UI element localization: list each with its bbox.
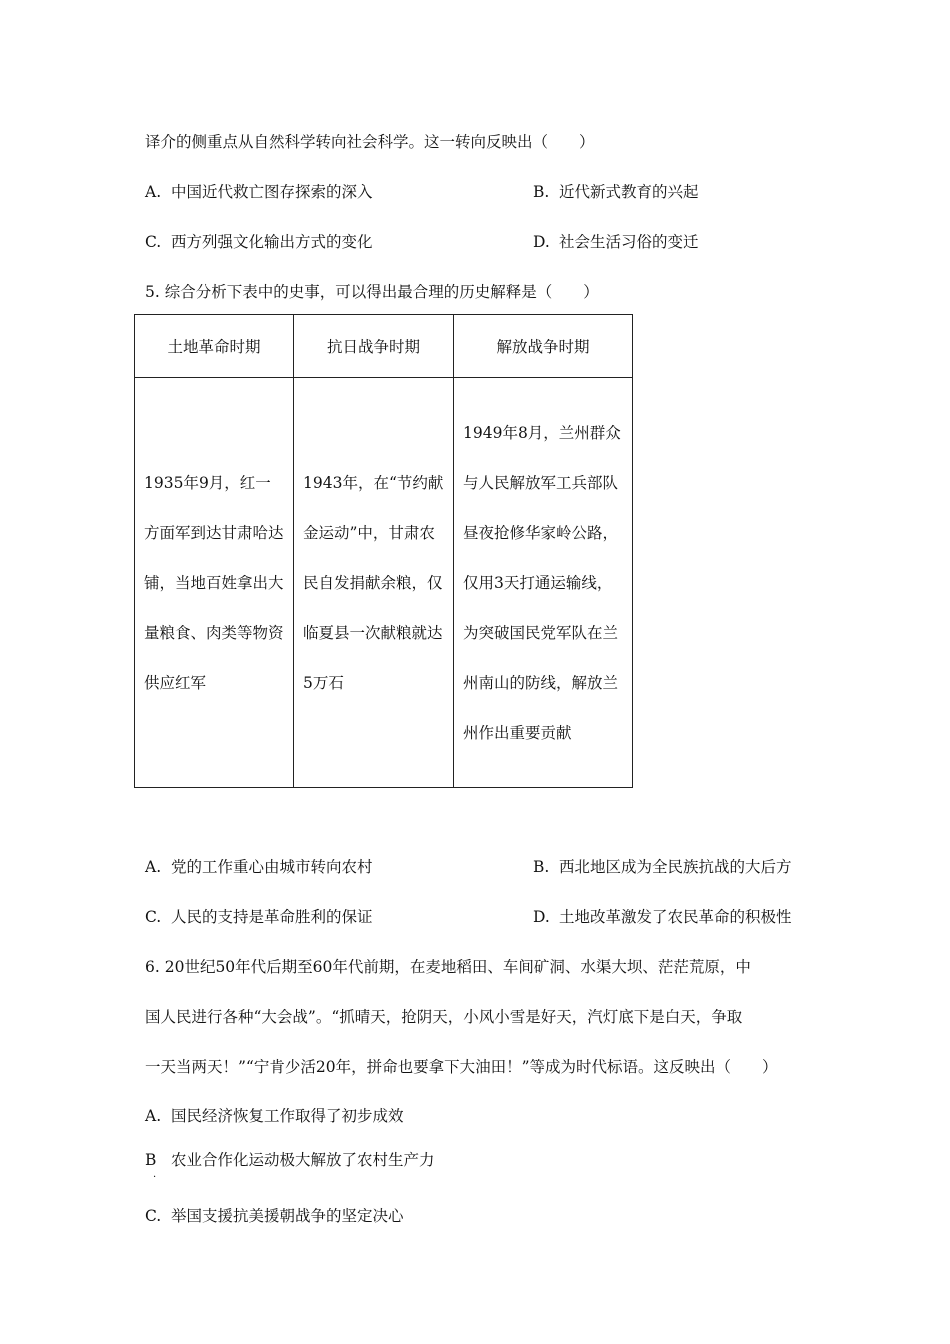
option-text: 土地改革激发了农民革命的积极性 [559,908,792,926]
option-label: C. [145,233,162,251]
q5-option-b [533,855,792,877]
q4-option-c [145,230,373,252]
option-text: 举国支援抗美援朝战争的坚定决心 [171,1207,404,1225]
q5-option-d [533,905,792,927]
table-cell-text: 1935年9月，红一方面军到达甘肃哈达铺，当地百姓拿出大量粮食、肉类等物资供应红军 [144,473,284,692]
q6-option-c [145,1204,404,1226]
option-label: C. [145,908,162,926]
table-header-row [135,315,633,378]
q6-stem-line: 国人民进行各种“大会战”。“抓晴天，抢阴天，小风小雪是好天，汽灯底下是白天，争取 [145,1008,743,1026]
option-label: B. [533,183,550,201]
option-text: 人民的支持是革命胜利的保证 [171,908,373,926]
table-header-cell: 抗日战争时期 [294,315,454,378]
table-row [135,378,633,788]
option-label: A. [145,183,162,201]
q5-stem: 5. 综合分析下表中的史事，可以得出最合理的历史解释是（ ） [145,283,599,301]
q5-option-c [145,905,373,927]
table-cell-text: 1949年8月，兰州群众与人民解放军工兵部队昼夜抢修华家岭公路，仅用3天打通运输线，为突破国民党军队在兰州南山的防线，解放兰州作出重要贡献 [463,423,621,742]
q5-option-a [145,855,373,877]
table-cell [294,378,454,788]
table-header-cell: 土地革命时期 [135,315,294,378]
option-label: D. [533,908,550,926]
option-text: 农业合作化运动极大解放了农村生产力 [171,1151,435,1169]
q4-option-b [533,180,699,202]
q4-option-a [145,180,373,202]
option-label: B. [533,858,550,876]
history-table [134,314,633,788]
option-text: 近代新式教育的兴起 [559,183,699,201]
q6-stem-line: 6. 20世纪50年代后期至60年代前期，在麦地稻田、车间矿洞、水渠大坝、茫茫荒原，中 [145,958,751,976]
option-text: 党的工作重心由城市转向农村 [171,858,373,876]
option-label: D. [533,233,550,251]
table-header-cell: 解放战争时期 [454,315,633,378]
q4-stem: 译介的侧重点从自然科学转向社会科学。这一转向反映出（ ） [145,133,595,151]
option-label: C. [145,1207,162,1225]
option-text: 西北地区成为全民族抗战的大后方 [559,858,792,876]
option-text: 西方列强文化输出方式的变化 [171,233,373,251]
q4-option-d [533,230,699,252]
option-text: 社会生活习俗的变迁 [559,233,699,251]
q6-option-a [145,1104,404,1126]
table-cell [454,378,633,788]
stray-dot-mark: · [153,1172,157,1183]
option-text: 中国近代救亡图存探索的深入 [171,183,373,201]
table-cell [135,378,294,788]
q6-option-b [145,1148,435,1170]
option-label: A. [145,1107,162,1125]
option-label: A. [145,858,162,876]
option-label: B [145,1151,157,1169]
q6-stem-line: 一天当两天！”“宁肯少活20年，拼命也要拿下大油田！”等成为时代标语。这反映出（ ） [145,1058,778,1076]
option-text: 国民经济恢复工作取得了初步成效 [171,1107,404,1125]
table-cell-text: 1943年，在“节约献金运动”中，甘肃农民自发捐献余粮，仅临夏县一次献粮就达5万石 [303,473,444,692]
